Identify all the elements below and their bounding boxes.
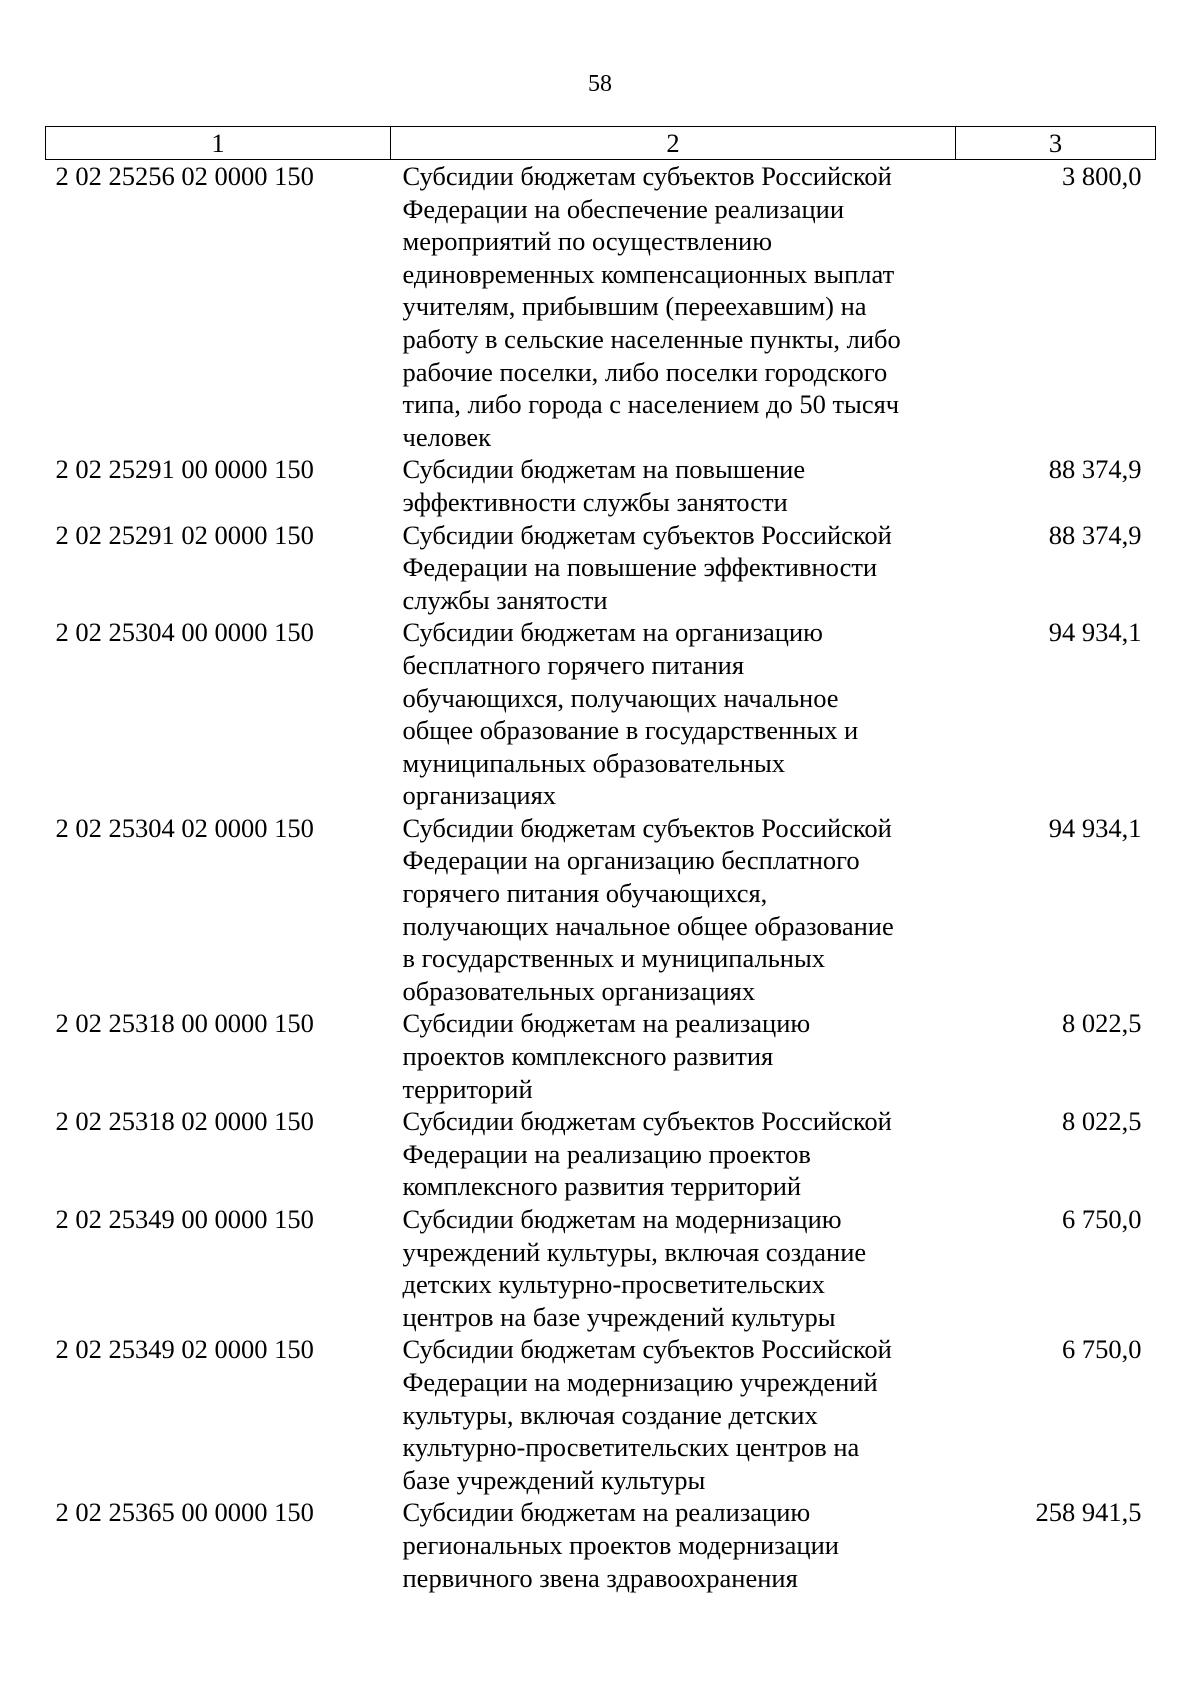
table-row <box>46 1203 1156 1333</box>
description-line: горячего питания обучающихся, <box>402 878 768 909</box>
amount: 258 941,5 <box>1035 1497 1142 1528</box>
description <box>391 1007 956 1105</box>
budget-code: 2 02 25304 02 0000 150 <box>55 812 314 843</box>
amount: 6 750,0 <box>1062 1334 1142 1365</box>
description-line: региональных проектов модернизации <box>402 1529 839 1560</box>
description-line: получающих начальное общее образование <box>402 910 894 941</box>
description-line: Федерации на обеспечение реализации <box>402 193 845 224</box>
budget-code: 2 02 25349 00 0000 150 <box>55 1204 314 1234</box>
description-line: мероприятий по осуществлению <box>402 226 773 257</box>
description-line: обучающихся, получающих начальное <box>402 682 839 713</box>
table-row <box>46 453 1156 518</box>
column-header-1: 1 <box>46 127 391 160</box>
description-line: человек <box>402 421 492 452</box>
description <box>391 1203 956 1333</box>
budget-code: 2 02 25318 00 0000 150 <box>55 1008 314 1039</box>
description <box>391 160 956 454</box>
description <box>391 1105 956 1203</box>
description-line: единовременных компенсационных выплат <box>402 258 895 289</box>
description-line: Субсидии бюджетам субъектов Российской <box>402 1106 892 1137</box>
description-line: Федерации на реализацию проектов <box>402 1138 811 1169</box>
description-line: базе учреждений культуры <box>402 1464 706 1495</box>
description <box>391 812 956 1008</box>
description-line: Субсидии бюджетам на организацию <box>402 617 823 648</box>
table-row <box>46 1105 1156 1203</box>
description-line: бесплатного горячего питания <box>402 649 745 680</box>
description-line: Субсидии бюджетам на модернизацию <box>402 1204 842 1234</box>
table-row <box>46 519 1156 617</box>
page-number: 58 <box>588 71 612 97</box>
description-line: Субсидии бюджетам субъектов Российской <box>402 1334 892 1365</box>
description-line: культуры, включая создание детских <box>402 1399 818 1430</box>
description <box>391 1333 956 1496</box>
description-line: учителям, прибывшим (переехавшим) на <box>402 291 867 322</box>
description <box>391 616 956 812</box>
table-header-row <box>46 127 1156 160</box>
description-line: организациях <box>402 780 557 811</box>
description <box>391 453 956 518</box>
description-line: Субсидии бюджетам на повышение <box>402 454 806 485</box>
description-line: в государственных и муниципальных <box>402 943 826 974</box>
amount: 88 374,9 <box>1048 519 1142 550</box>
description-line: работу в сельские населенные пункты, либо <box>402 323 901 354</box>
budget-code: 2 02 25291 00 0000 150 <box>55 454 314 485</box>
description <box>391 519 956 617</box>
description-line: Субсидии бюджетам субъектов Российской <box>402 519 892 550</box>
column-header-3: 3 <box>956 127 1156 160</box>
table-row <box>46 616 1156 812</box>
table-row <box>46 1007 1156 1105</box>
description-line: Федерации на организацию бесплатного <box>402 845 860 876</box>
budget-code: 2 02 25365 00 0000 150 <box>55 1497 314 1528</box>
description <box>391 1496 956 1594</box>
description-line: службы занятости <box>402 584 608 615</box>
budget-table <box>45 126 1156 1594</box>
description-line: территорий <box>402 1073 533 1104</box>
description-line: проектов комплексного развития <box>402 1041 774 1072</box>
description-line: Субсидии бюджетам на реализацию <box>402 1008 811 1039</box>
column-header-2: 2 <box>391 127 956 160</box>
description-line: комплексного развития территорий <box>402 1171 802 1202</box>
budget-code: 2 02 25291 02 0000 150 <box>55 519 314 550</box>
description-line: эффективности службы занятости <box>402 486 788 517</box>
description-line: учреждений культуры, включая создание <box>402 1236 867 1267</box>
description-line: муниципальных образовательных <box>402 747 786 778</box>
description-line: культурно-просветительских центров на <box>402 1432 860 1463</box>
table-body <box>46 160 1156 1595</box>
amount: 88 374,9 <box>1048 454 1142 485</box>
budget-code: 2 02 25256 02 0000 150 <box>55 161 314 191</box>
description-line: детских культурно-просветительских <box>402 1269 825 1300</box>
budget-code: 2 02 25318 02 0000 150 <box>55 1106 314 1137</box>
amount: 94 934,1 <box>1048 812 1142 843</box>
description-line: образовательных организациях <box>402 975 756 1006</box>
amount: 8 022,5 <box>1062 1106 1142 1137</box>
table-row <box>46 1496 1156 1594</box>
description-line: первичного звена здравоохранения <box>402 1562 798 1593</box>
table-row <box>46 812 1156 1008</box>
amount: 94 934,1 <box>1048 617 1142 648</box>
description-line: Субсидии бюджетам субъектов Российской <box>402 812 892 843</box>
amount: 3 800,0 <box>1062 161 1142 191</box>
description-line: Федерации на повышение эффективности <box>402 552 878 583</box>
amount: 8 022,5 <box>1062 1008 1142 1039</box>
description-line: Субсидии бюджетам субъектов Российской <box>402 161 892 191</box>
table-row <box>46 1333 1156 1496</box>
description-line: общее образование в государственных и <box>402 715 859 746</box>
budget-code: 2 02 25304 00 0000 150 <box>55 617 314 648</box>
description-line: Федерации на модернизацию учреждений <box>402 1366 878 1397</box>
amount: 6 750,0 <box>1062 1204 1142 1234</box>
description-line: типа, либо города с населением до 50 тысяч <box>402 389 900 420</box>
budget-code: 2 02 25349 02 0000 150 <box>55 1334 314 1365</box>
description-line: Субсидии бюджетам на реализацию <box>402 1497 811 1528</box>
table-row <box>46 160 1156 454</box>
description-line: центров на базе учреждений культуры <box>402 1301 836 1332</box>
description-line: рабочие поселки, либо поселки городского <box>402 356 888 387</box>
